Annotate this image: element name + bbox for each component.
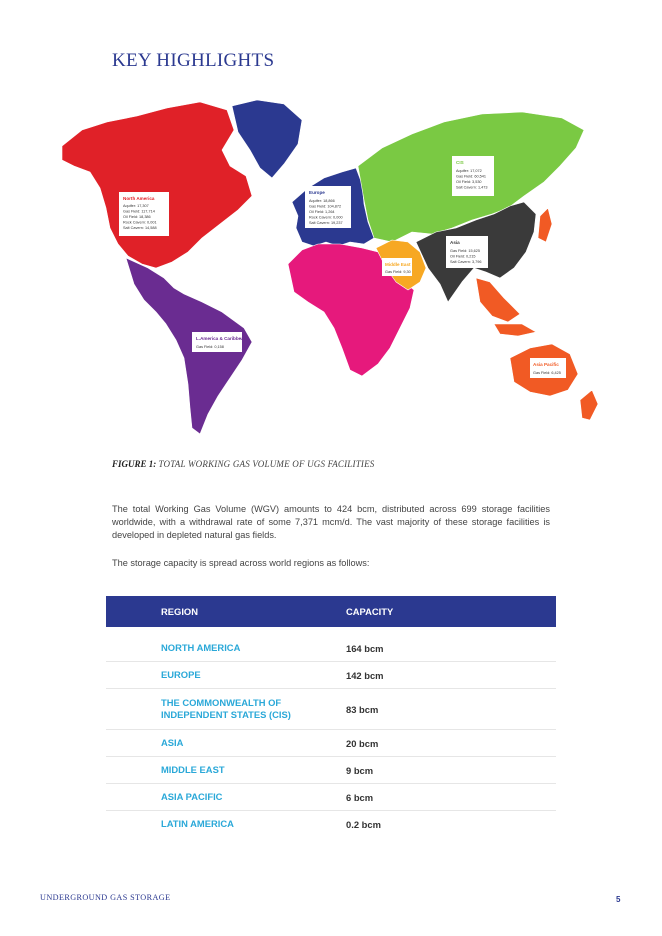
box-asia bbox=[446, 236, 488, 268]
capacity-cell: 142 bcm bbox=[346, 662, 556, 689]
box-line: Gas Field: 117,714 bbox=[123, 209, 155, 214]
box-line: Gas Field: 0,158 bbox=[196, 345, 224, 349]
body-paragraph-1: The total Working Gas Volume (WGV) amounts to 424 bcm, distributed across 699 storage facilities worldwide, with a withdrawal rate of some 7,371 mcm/d. The vast majority of these storage facilities is developed in depleted natural gas fields. bbox=[112, 504, 550, 540]
region-cell: THE COMMONWEALTH OF INDEPENDENT STATES (CIS) bbox=[106, 689, 346, 730]
box-line: Gas Field: 9,30 bbox=[385, 270, 411, 274]
figure-caption bbox=[112, 459, 375, 469]
box-line: Salt Cavern: 14,588 bbox=[123, 226, 157, 230]
page-number: 5 bbox=[616, 895, 621, 904]
footer-title: UNDERGROUND GAS STORAGE bbox=[40, 893, 171, 902]
capacity-cell: 20 bcm bbox=[346, 730, 556, 757]
box-europe bbox=[305, 186, 351, 228]
table-row bbox=[106, 784, 556, 811]
region-cell: MIDDLE EAST bbox=[106, 757, 346, 784]
box-line: Rock Cavern: 0,001 bbox=[123, 220, 157, 225]
box-north-america bbox=[119, 192, 169, 236]
region-greenland bbox=[232, 100, 302, 178]
box-line: Gas Field: 6,425 bbox=[533, 371, 561, 375]
box-asia-title: Asia bbox=[450, 240, 460, 245]
table-row bbox=[106, 730, 556, 757]
region-north-america bbox=[62, 102, 252, 268]
box-line: Oil Field: 0,215 bbox=[450, 254, 476, 259]
region-cell: EUROPE bbox=[106, 662, 346, 689]
box-latin-america-title: L.America & Caribbean bbox=[196, 336, 247, 341]
box-line: Salt Cavern: 1,473 bbox=[456, 185, 488, 190]
box-line: Aquifer: 17,072 bbox=[456, 169, 482, 173]
table-header-row bbox=[106, 596, 556, 627]
table-row bbox=[106, 689, 556, 730]
region-cell: ASIA PACIFIC bbox=[106, 784, 346, 811]
table-row bbox=[106, 627, 556, 662]
box-latin-america bbox=[192, 332, 247, 352]
header-region: REGION bbox=[106, 596, 346, 627]
box-line: Gas Field: 15,625 bbox=[450, 249, 480, 253]
region-cell: ASIA bbox=[106, 730, 346, 757]
table-row bbox=[106, 757, 556, 784]
figure-label: FIGURE 1: bbox=[112, 459, 157, 469]
box-line: Gas Field: 60,541 bbox=[456, 174, 486, 179]
box-line: Salt Cavern: 19,237 bbox=[309, 221, 343, 225]
box-europe-title: Europe bbox=[309, 190, 325, 195]
box-middle-east bbox=[382, 258, 412, 276]
box-asia-pacific bbox=[530, 358, 566, 378]
capacity-cell: 9 bcm bbox=[346, 757, 556, 784]
box-line: Oil Field: 3,530 bbox=[456, 180, 482, 184]
capacity-cell: 0.2 bcm bbox=[346, 818, 381, 830]
capacity-cell: 164 bcm bbox=[346, 627, 556, 662]
box-line: Aquifer: 18,866 bbox=[309, 199, 335, 203]
table-row bbox=[106, 811, 556, 838]
world-map bbox=[52, 92, 628, 438]
box-line: Oil Field: 1,264 bbox=[309, 210, 335, 214]
region-cell: LATIN AMERICA bbox=[161, 818, 234, 829]
page-heading: KEY HIGHLIGHTS bbox=[112, 50, 275, 71]
box-cis bbox=[452, 156, 494, 196]
header-capacity: CAPACITY bbox=[346, 596, 556, 627]
box-middle-east-title: Middle East bbox=[385, 262, 411, 267]
box-line: Salt Cavern: 3,796 bbox=[450, 260, 482, 264]
capacity-cell: 6 bcm bbox=[346, 784, 556, 811]
table-row bbox=[106, 662, 556, 689]
box-asia-pacific-title: Asia Pacific bbox=[533, 362, 559, 367]
region-cell: NORTH AMERICA bbox=[106, 627, 346, 662]
box-cis-title: CIS bbox=[456, 160, 464, 165]
box-line: Oil Field: 18,386 bbox=[123, 215, 151, 219]
box-line: Rock Cavern: 0,000 bbox=[309, 215, 343, 220]
capacity-cell: 83 bcm bbox=[346, 689, 556, 730]
box-line: Aquifer: 17,307 bbox=[123, 204, 149, 208]
capacity-table bbox=[106, 596, 556, 837]
box-line: Gas Field: 104,872 bbox=[309, 204, 342, 209]
body-paragraph-2: The storage capacity is spread across world regions as follows: bbox=[112, 558, 370, 568]
figure-caption-text: TOTAL WORKING GAS VOLUME OF UGS FACILITIES bbox=[158, 459, 375, 469]
box-north-america-title: North America bbox=[123, 196, 155, 201]
